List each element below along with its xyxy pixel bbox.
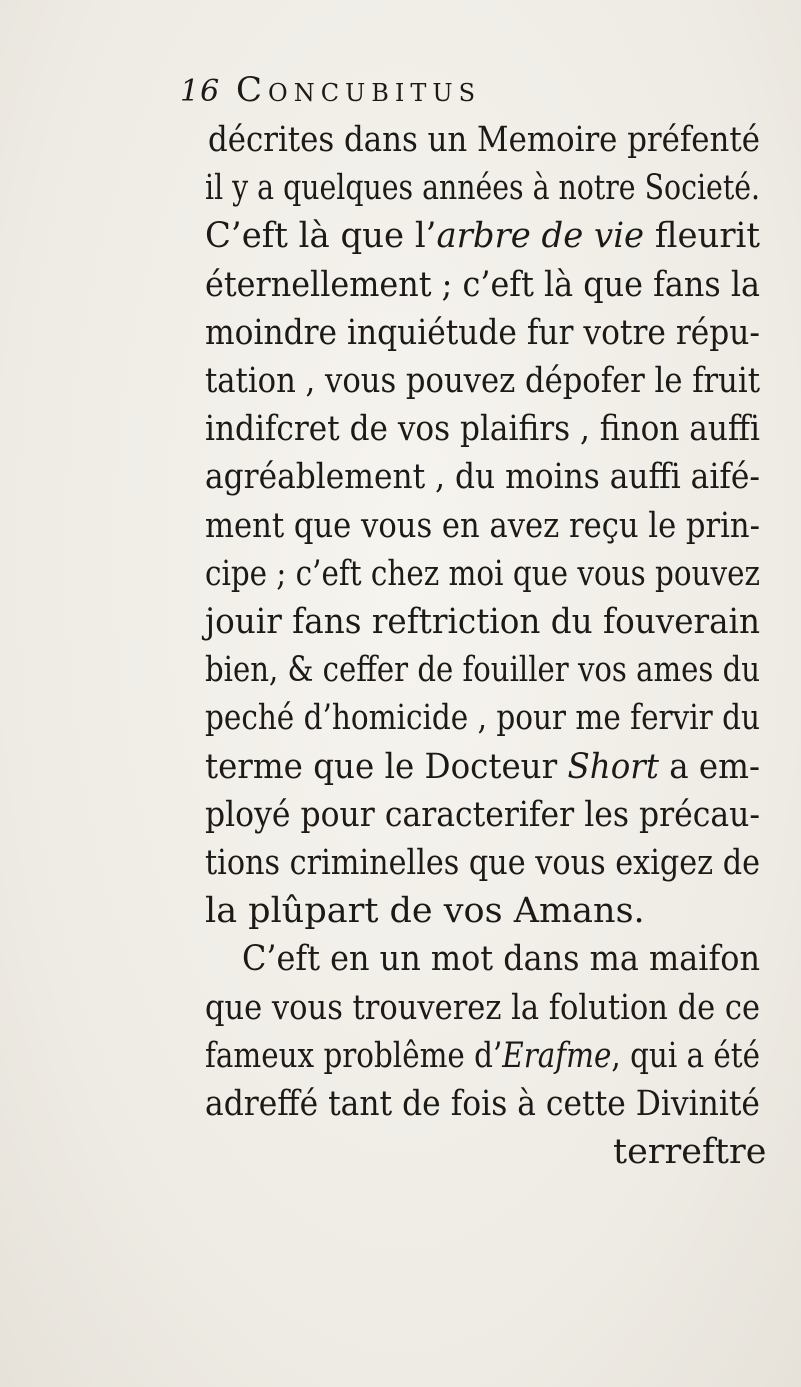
text-segment: , qui a été <box>611 1035 760 1076</box>
text-segment: ment que vous en avez reçu le prin- <box>205 505 760 546</box>
italic-segment: arbre de vie <box>436 216 645 257</box>
text-line <box>208 118 760 162</box>
text-segment: terreftre <box>613 1132 767 1173</box>
text-line <box>205 793 760 837</box>
text-segment: peché d’homicide , pour me fervir du <box>205 698 760 739</box>
text-segment: C’eft en un mot dans ma maifon <box>242 939 760 980</box>
text-segment: ployé pour caracterifer les précau- <box>205 794 760 835</box>
text-line <box>242 937 760 981</box>
text-segment: tation , vous pouvez dépofer le fruit <box>205 361 760 401</box>
text-line <box>205 359 760 403</box>
italic-segment: Short <box>567 746 659 787</box>
text-segment: terme que le Docteur <box>205 746 568 787</box>
text-line <box>205 214 760 258</box>
text-segment: que vous trouverez la folution de ce <box>205 987 760 1028</box>
text-segment: la plûpart de vos Amans. <box>205 891 645 932</box>
text-line <box>205 1034 760 1078</box>
text-segment: jouir fans reftriction du fouverain <box>205 602 760 642</box>
italic-segment: Erafme <box>502 1035 612 1076</box>
text-line <box>205 696 760 740</box>
text-segment: décrites dans un Memoire préfenté <box>208 120 760 160</box>
text-line <box>205 166 760 210</box>
text-line <box>205 600 760 644</box>
text-line <box>205 455 760 499</box>
text-segment: il y a quelques années à notre Societé. <box>205 168 760 209</box>
text-segment: C’eft là que l’ <box>205 216 437 257</box>
text-line <box>205 263 760 307</box>
text-segment: tions criminelles que vous exigez de <box>205 843 760 883</box>
text-line <box>205 311 760 355</box>
text-line <box>613 1130 766 1174</box>
text-segment: cipe ; c’eft chez moi que vous pouvez <box>205 553 760 594</box>
text-segment: fameux problême d’ <box>205 1035 503 1076</box>
text-segment: indifcret de vos plaifirs , finon auffi <box>205 409 760 450</box>
text-segment: fleurit <box>644 216 760 257</box>
text-line <box>205 648 760 692</box>
text-line <box>205 986 760 1030</box>
text-segment: agréablement , du moins auffi aifé- <box>205 457 760 498</box>
page-number: 16 <box>180 74 221 109</box>
text-line <box>205 1082 760 1126</box>
text-line <box>205 841 760 885</box>
text-line <box>205 407 760 451</box>
text-line <box>205 889 645 933</box>
text-line <box>205 745 760 789</box>
text-line <box>205 552 760 596</box>
text-segment: adreffé tant de fois à cette Divinité <box>205 1084 760 1124</box>
text-segment: a em- <box>658 746 760 787</box>
text-segment: moindre inquiétude fur votre répu- <box>205 312 760 353</box>
text-line <box>205 504 760 548</box>
text-segment: bien, & ceffer de fouiller vos ames du <box>205 650 760 691</box>
text-segment: éternellement ; c’eft là que fans la <box>205 264 760 305</box>
running-title: Concubitus <box>236 70 482 110</box>
